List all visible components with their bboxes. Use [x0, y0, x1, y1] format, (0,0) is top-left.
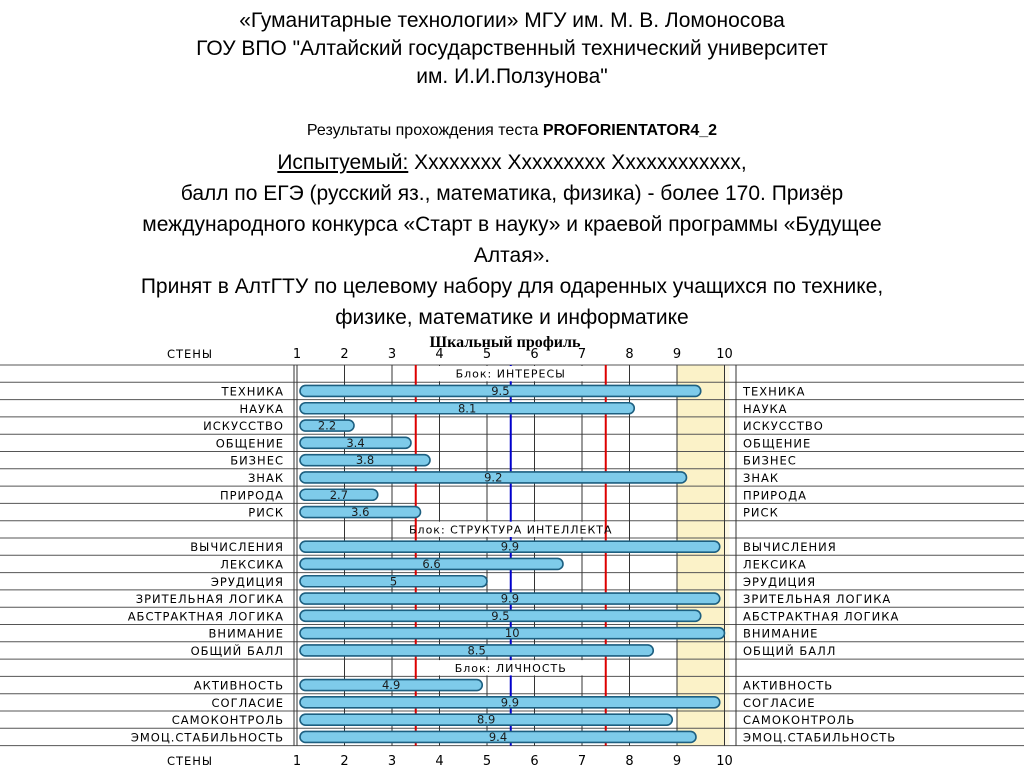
tick-label-bottom: 5: [482, 754, 492, 768]
scale-label-right: ЭРУДИЦИЯ: [743, 574, 817, 589]
axis-label-bottom: СТЕНЫ: [166, 754, 214, 768]
altai-line: Алтая».: [473, 244, 551, 267]
score-value-label: 9.5: [491, 383, 510, 398]
scale-label-right: АКТИВНОСТЬ: [743, 678, 834, 693]
scale-label-left: СОГЛАСИЕ: [211, 695, 284, 710]
scale-label-left: ИСКУССТВО: [203, 419, 284, 434]
test-prefix: Результаты прохождения теста: [306, 122, 539, 139]
scale-label-right: НАУКА: [743, 401, 788, 416]
test-name: PROFORIENTATOR4_2: [542, 122, 718, 139]
scale-label-left: ВНИМАНИЕ: [208, 626, 284, 641]
tick-label-bottom: 1: [292, 754, 302, 768]
scale-label-left: ЭРУДИЦИЯ: [210, 574, 284, 589]
score-value-label: 8.9: [476, 712, 496, 727]
scale-label-left: ОБЩЕНИЕ: [215, 436, 284, 451]
tick-label-bottom: 6: [530, 754, 539, 768]
scale-label-left: ЛЕКСИКА: [220, 557, 284, 572]
scale-label-left: ПРИРОДА: [219, 488, 284, 503]
scale-label-right: АБСТРАКТНАЯ ЛОГИКА: [743, 609, 900, 624]
scale-label-left: ЗРИТЕЛЬНАЯ ЛОГИКА: [135, 592, 284, 607]
tick-label-bottom: 4: [435, 754, 444, 768]
block-header: Блок: СТРУКТУРА ИНТЕЛЛЕКТА: [409, 523, 613, 537]
ege-line: балл по ЕГЭ (русский яз., математика, физика) - более 170. Призёр: [180, 182, 844, 205]
scale-label-right: РИСК: [743, 505, 779, 520]
score-value-label: 9.2: [484, 470, 503, 485]
score-value-label: 9.9: [500, 539, 520, 554]
scale-label-right: САМОКОНТРОЛЬ: [743, 713, 856, 728]
score-value-label: 3.8: [355, 453, 375, 468]
tick-label-top: 10: [716, 347, 733, 362]
block-header: Блок: ИНТЕРЕСЫ: [455, 367, 566, 381]
score-value-label: 9.9: [500, 695, 520, 710]
tick-label-top: 3: [387, 347, 397, 362]
scale-label-left: НАУКА: [239, 401, 284, 416]
score-value-label: 9.9: [500, 591, 520, 606]
tick-label-bottom: 8: [625, 754, 634, 768]
score-value-label: 9.5: [491, 608, 510, 623]
scale-label-left: ТЕХНИКА: [221, 384, 284, 399]
subjects-line: физике, математике и информатике: [335, 306, 689, 329]
scale-label-left: АБСТРАКТНАЯ ЛОГИКА: [127, 609, 284, 624]
header-line-altstu: ГОУ ВПО "Алтайский государственный технический университет: [196, 37, 828, 60]
tick-label-top: 5: [482, 347, 492, 362]
tick-label-top: 4: [435, 347, 444, 362]
scale-label-right: ОБЩЕНИЕ: [743, 436, 812, 451]
scale-label-left: ВЫЧИСЛЕНИЯ: [190, 540, 284, 555]
scale-label-right: ЛЕКСИКА: [743, 557, 807, 572]
score-value-label: 9.4: [488, 729, 508, 744]
tick-label-top: 6: [530, 347, 539, 362]
scale-label-right: ОБЩИЙ БАЛЛ: [743, 643, 837, 658]
subject-label: Испытуемый:: [277, 151, 409, 174]
scale-label-right: ВЫЧИСЛЕНИЯ: [743, 540, 837, 555]
accepted-line: Принят в АлтГТУ по целевому набору для одаренных учащихся по технике,: [140, 275, 884, 298]
subject-name: Xxxxxxxx Xxxxxxxxx Xxxxxxxxxxxx,: [414, 151, 747, 174]
score-value-label: 10: [504, 626, 520, 641]
tick-label-bottom: 3: [387, 754, 397, 768]
scale-label-left: БИЗНЕС: [230, 453, 284, 468]
scale-label-right: ИСКУССТВО: [743, 419, 824, 434]
tick-label-bottom: 10: [716, 754, 733, 768]
scale-label-right: ВНИМАНИЕ: [743, 626, 819, 641]
tick-label-bottom: 2: [340, 754, 349, 768]
score-value-label: 5: [389, 574, 398, 589]
chart-title: Шкальный профиль: [429, 334, 581, 351]
tick-label-top: 1: [292, 347, 302, 362]
tick-label-top: 8: [625, 347, 634, 362]
score-value-label: 2.2: [317, 418, 337, 433]
scale-label-right: ЗНАК: [743, 470, 780, 485]
scale-label-left: САМОКОНТРОЛЬ: [171, 713, 284, 728]
scale-label-right: ЗРИТЕЛЬНАЯ ЛОГИКА: [743, 592, 892, 607]
scale-label-left: ЗНАК: [247, 470, 284, 485]
tick-label-top: 7: [577, 347, 587, 362]
contest-line: международного конкурса «Старт в науку» и краевой программы «Будущее: [142, 213, 882, 236]
score-value-label: 8.1: [457, 401, 477, 416]
score-value-label: 3.4: [346, 435, 365, 450]
scale-label-left: ЭМОЦ.СТАБИЛЬНОСТЬ: [130, 730, 284, 745]
tick-label-bottom: 7: [577, 754, 587, 768]
scale-label-left: ОБЩИЙ БАЛЛ: [190, 643, 284, 658]
score-value-label: 8.5: [467, 643, 486, 658]
tick-label-top: 2: [340, 347, 349, 362]
scale-label-left: РИСК: [248, 505, 284, 520]
scale-label-right: ПРИРОДА: [743, 488, 808, 503]
score-value-label: 4.9: [381, 678, 401, 693]
header-line-polzunov: им. И.И.Ползунова": [416, 65, 608, 88]
scale-label-right: СОГЛАСИЕ: [743, 695, 816, 710]
scale-label-right: ТЕХНИКА: [743, 384, 806, 399]
scale-label-left: АКТИВНОСТЬ: [193, 678, 284, 693]
scale-label-right: ЭМОЦ.СТАБИЛЬНОСТЬ: [743, 730, 897, 745]
scale-label-right: БИЗНЕС: [743, 453, 797, 468]
score-value-label: 6.6: [422, 556, 441, 571]
score-value-label: 2.7: [329, 487, 349, 502]
header-line-msu: «Гуманитарные технологии» МГУ им. М. В. Ломоносова: [239, 9, 785, 32]
tick-label-top: 9: [672, 347, 682, 362]
score-value-label: 3.6: [351, 505, 370, 520]
block-header: Блок: ЛИЧНОСТЬ: [454, 661, 567, 675]
tick-label-bottom: 9: [672, 754, 682, 768]
axis-label-top: СТЕНЫ: [166, 347, 214, 361]
